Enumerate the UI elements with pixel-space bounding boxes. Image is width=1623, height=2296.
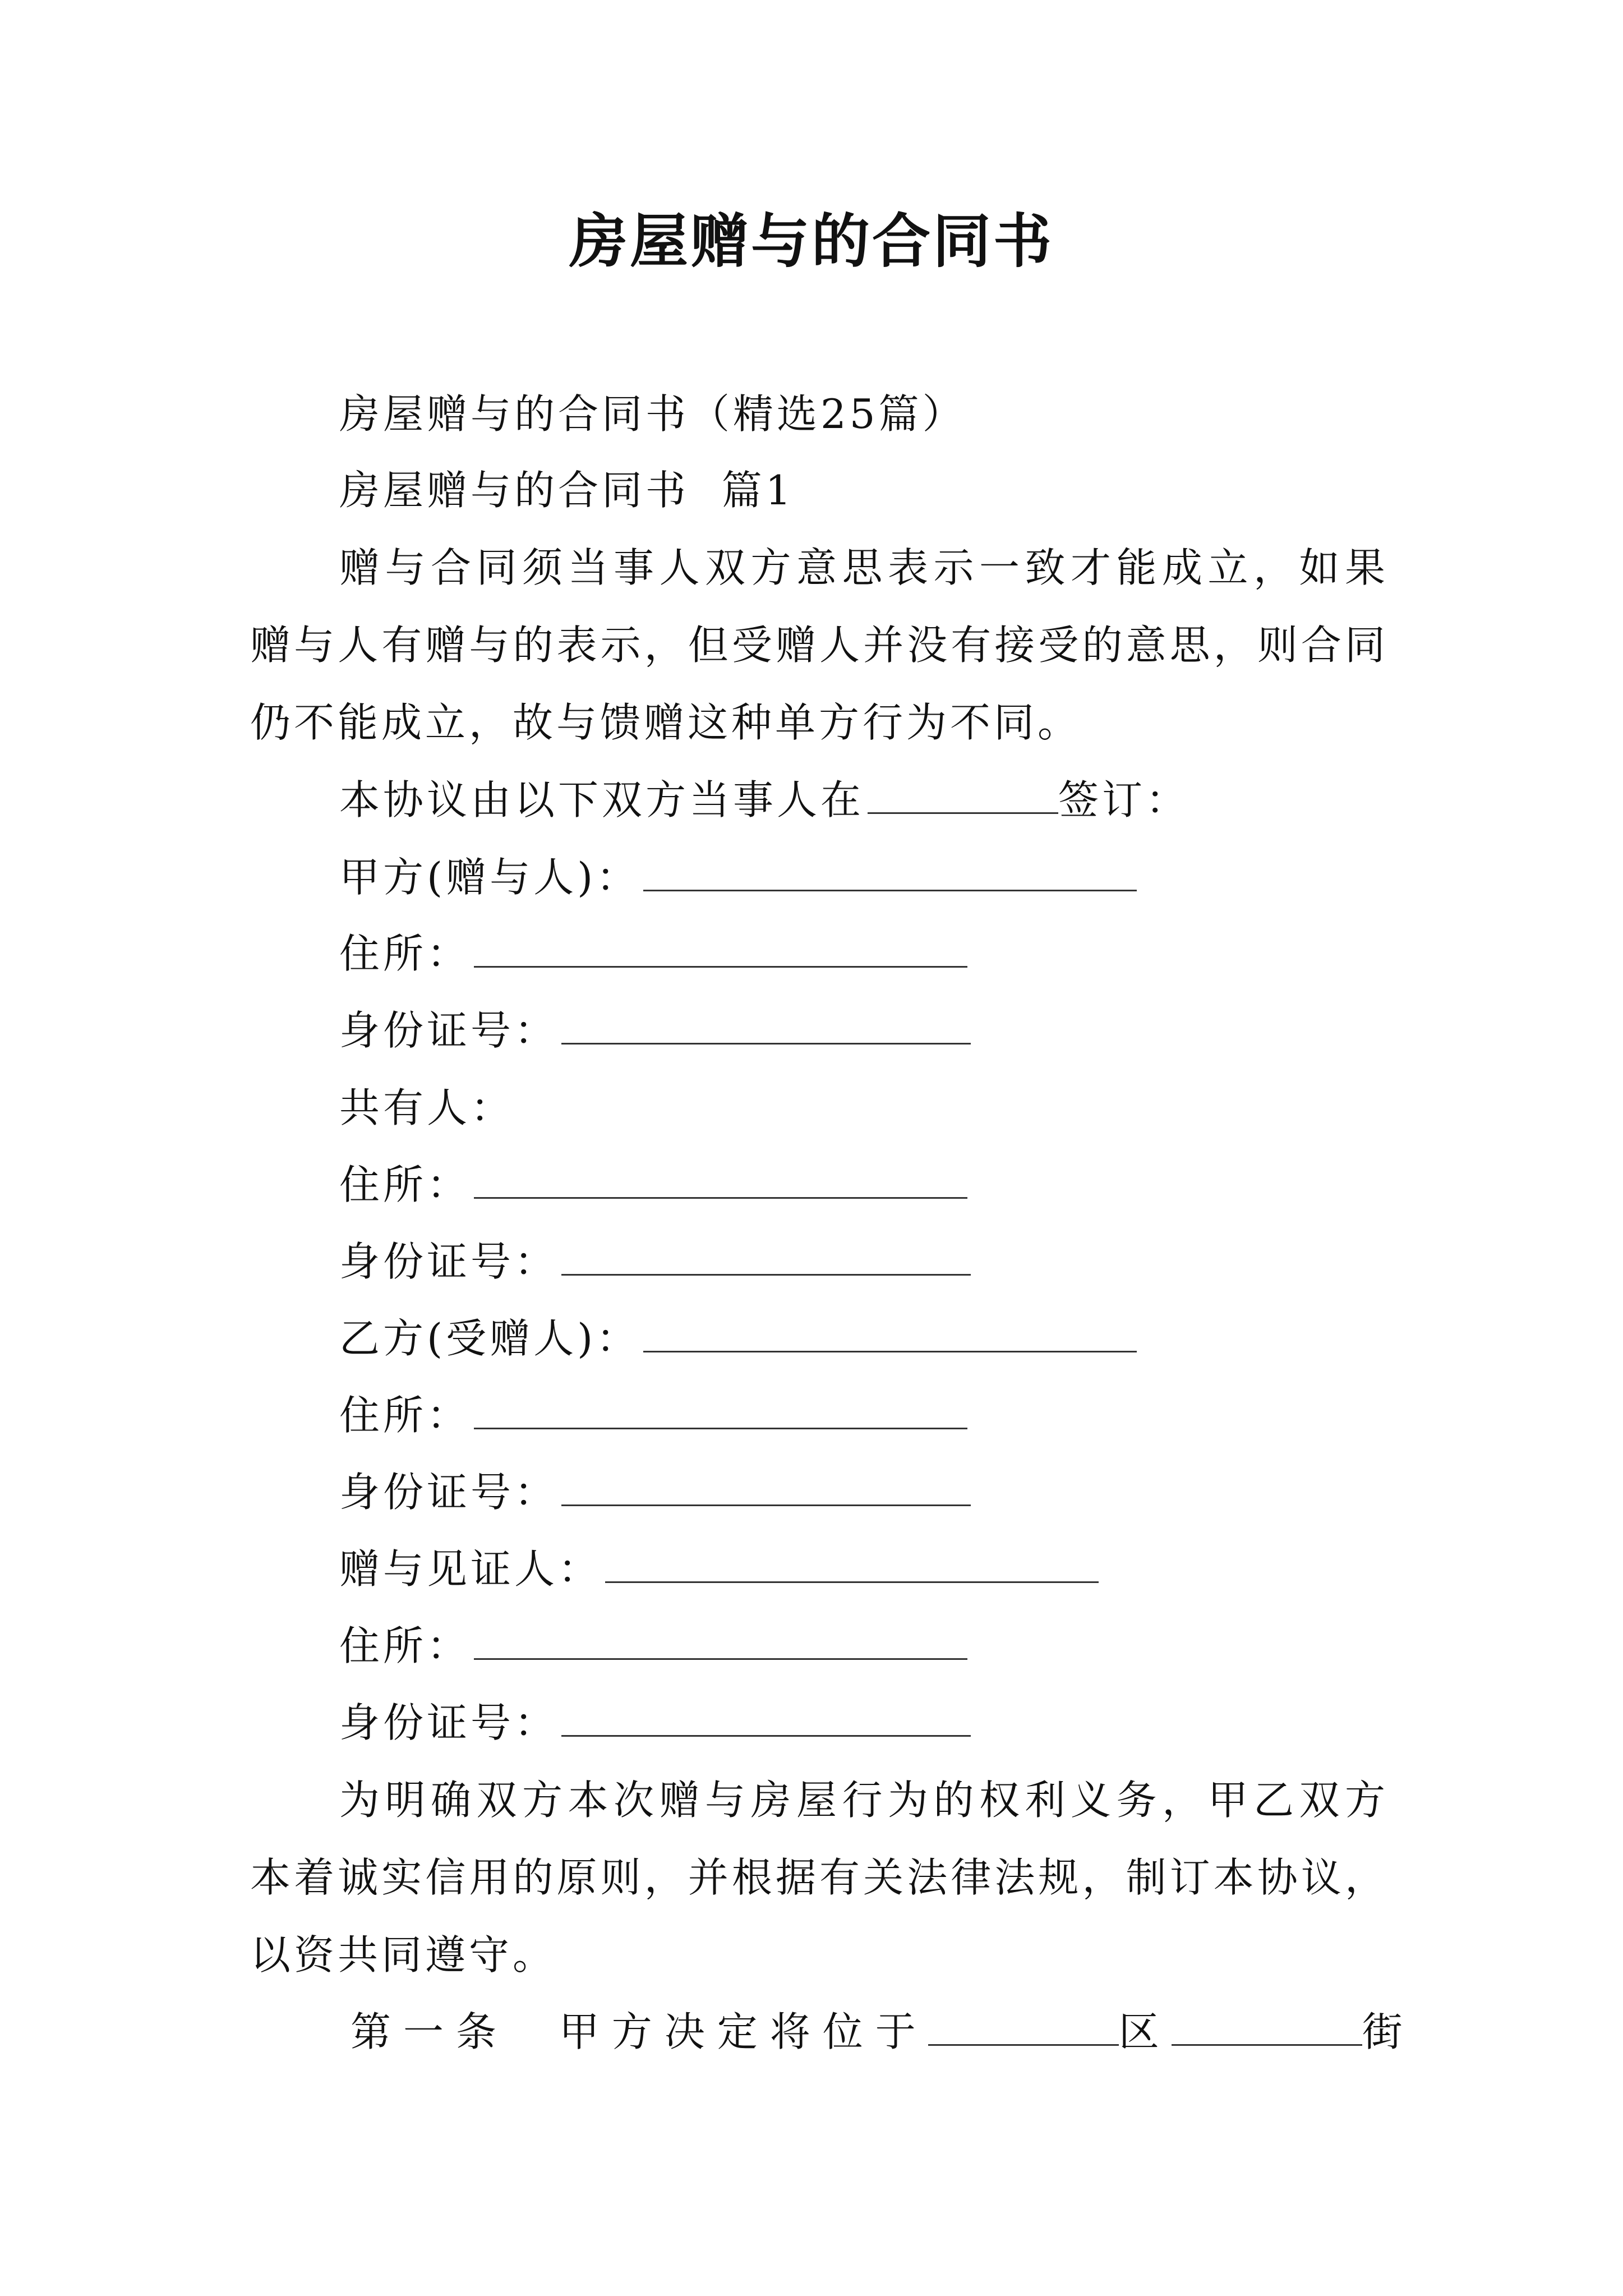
witness-address-label: 住所： [339,1622,471,1669]
donee-id-label: 身份证号： [339,1469,559,1516]
donor-id-row [339,1002,971,1059]
section-heading: 房屋赠与的合同书 篇1 [339,467,795,514]
donee-address-row [339,1387,967,1443]
signing-line-suffix: 签订： [1058,776,1190,823]
co-owner-id-blank[interactable] [561,1239,971,1276]
donor-label: 甲方(赠与人)： [339,854,640,901]
signing-line [339,772,1189,828]
donee-row [339,1310,1137,1366]
donee-address-blank[interactable] [474,1393,967,1429]
donee-id-blank[interactable] [561,1470,971,1506]
article-one-district-blank[interactable] [1172,2009,1362,2046]
document-subtitle: 房屋赠与的合同书（精选25篇） [339,390,966,438]
witness-label: 赠与见证人： [339,1545,602,1593]
donor-row [339,849,1137,905]
article-one-district: 区 [1118,2008,1172,2055]
witness-id-row [339,1695,971,1751]
donee-address-label: 住所： [339,1392,471,1439]
witness-row [339,1541,1099,1597]
intro-paragraph: 赠与合同须当事人双方意思表示一致才能成立，如果赠与人有赠与的表示，但受赠人并没有接受的意思，则合同仍不能成立，故与馈赠这种单方行为不同。 [250,544,1389,746]
article-one [351,2004,1415,2060]
donee-blank[interactable] [643,1316,1137,1352]
co-owner-address-label: 住所： [339,1161,471,1208]
witness-id-label: 身份证号： [339,1699,559,1746]
article-one-street: 街 [1362,2008,1415,2055]
signing-place-blank[interactable] [868,777,1058,814]
donor-address-label: 住所： [339,930,471,977]
article-one-location-blank[interactable] [928,2009,1119,2046]
co-owner-label: 共有人： [339,1084,515,1131]
donor-id-label: 身份证号： [339,1007,559,1054]
article-one-prefix: 第一条 甲方决定将位于 [351,2008,928,2055]
co-owner-row [339,1080,514,1136]
witness-id-blank[interactable] [561,1700,971,1737]
donor-id-blank[interactable] [561,1008,971,1045]
co-owner-id-label: 身份证号： [339,1238,559,1285]
witness-blank[interactable] [605,1547,1099,1583]
donee-id-row [339,1464,971,1520]
donor-address-row [339,926,967,982]
co-owner-address-row [339,1157,967,1213]
signing-line-prefix: 本协议由以下双方当事人在 [339,776,865,823]
donor-address-blank[interactable] [474,931,967,968]
donee-label: 乙方(受赠人)： [339,1315,640,1362]
co-owner-id-row [339,1234,971,1290]
witness-address-blank[interactable] [474,1623,967,1660]
witness-address-row [339,1618,967,1674]
co-owner-address-blank[interactable] [474,1162,967,1199]
donor-blank[interactable] [643,855,1137,891]
document-title: 房屋赠与的合同书 [569,206,1054,275]
purpose-paragraph: 为明确双方本次赠与房屋行为的权利义务，甲乙双方本着诚实信用的原则，并根据有关法律法规，制订本协议，以资共同遵守。 [250,1777,1389,1978]
